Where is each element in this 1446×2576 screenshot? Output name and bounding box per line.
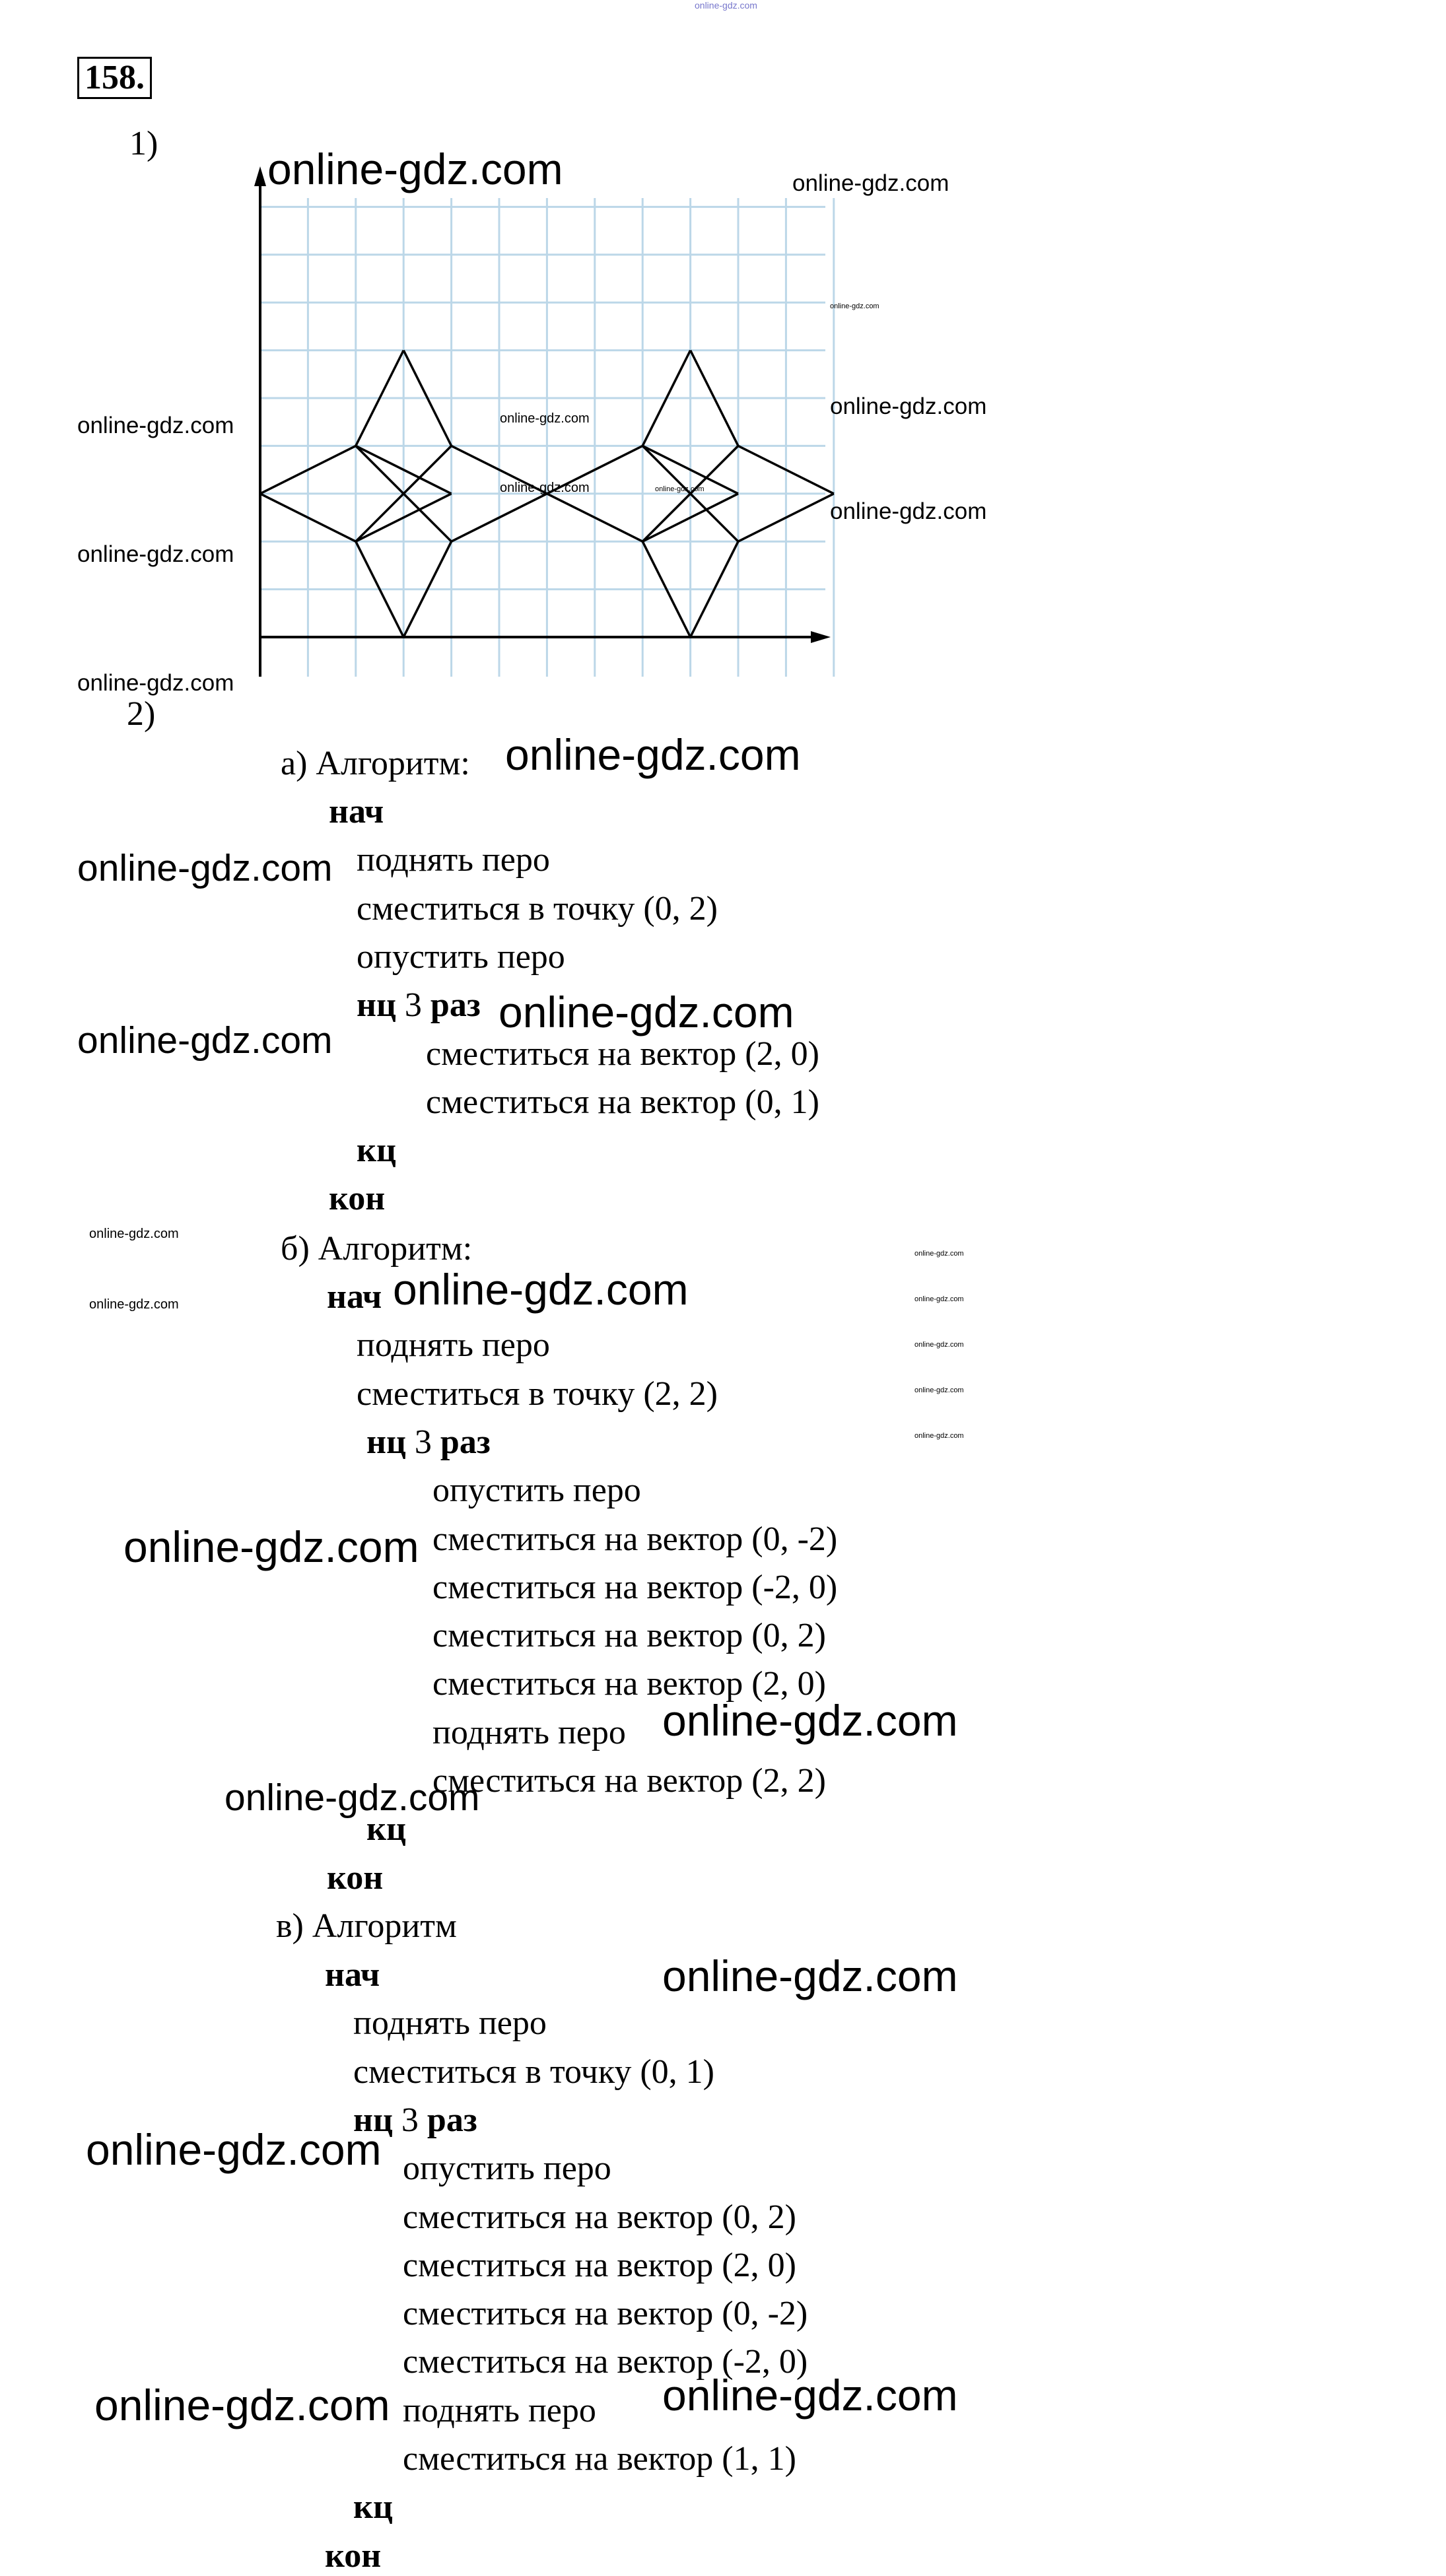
command-text: сместиться на вектор (0, -2) <box>432 1520 838 1558</box>
command-text: поднять перо <box>357 841 550 879</box>
command-text: сместиться на вектор (0, 2) <box>432 1617 826 1655</box>
algo-line <box>357 986 481 1025</box>
watermark: online-gdz.com <box>77 541 234 567</box>
keyword: нач <box>327 1278 382 1316</box>
command-text: сместиться в точку (0, 2) <box>357 889 718 928</box>
algo-line <box>353 2052 714 2092</box>
command-text: сместиться на вектор (-2, 0) <box>403 2343 808 2381</box>
algo-line <box>432 1471 641 1510</box>
watermark: online-gdz.com <box>914 1386 964 1394</box>
keyword: кц <box>353 2488 393 2526</box>
command-text: поднять перо <box>353 2004 547 2043</box>
algo-line <box>327 1858 383 1898</box>
keyword: нц <box>353 2101 393 2139</box>
keyword: раз <box>427 2101 477 2139</box>
keyword: кон <box>325 2536 382 2575</box>
keyword: раз <box>440 1423 491 1461</box>
command-text: поднять перо <box>357 1326 550 1365</box>
algo-line <box>403 2246 796 2286</box>
part1-label: 1) <box>129 125 158 162</box>
algo-line <box>426 1034 819 1074</box>
problem-number: 158. <box>77 57 152 99</box>
algo-line <box>426 1083 819 1122</box>
algo-line <box>432 1616 826 1656</box>
algo-line <box>329 1179 385 1219</box>
watermark: online-gdz.com <box>77 413 234 438</box>
algo-line <box>357 937 565 977</box>
command-text: сместиться на вектор (2, 0) <box>432 1665 826 1703</box>
command-text: опустить перо <box>432 1472 641 1510</box>
loop-count: 3 <box>396 986 430 1025</box>
algo-line <box>357 1131 396 1170</box>
algo-line <box>432 1761 826 1801</box>
keyword: нач <box>329 793 384 830</box>
algo-line <box>403 2198 796 2237</box>
command-text: сместиться на вектор (1, 1) <box>403 2440 796 2478</box>
watermark: online-gdz.com <box>77 847 333 889</box>
command-text: сместиться в точку (2, 2) <box>357 1374 718 1413</box>
algo-line <box>327 1277 382 1317</box>
keyword: кон <box>329 1180 386 1218</box>
watermark: online-gdz.com <box>505 730 801 779</box>
watermark: online-gdz.com <box>662 1951 958 2000</box>
algo-line <box>432 1568 837 1608</box>
algo-line <box>325 2536 381 2576</box>
algo-line <box>403 2391 596 2431</box>
watermark: online-gdz.com <box>662 2371 958 2420</box>
algo-line <box>353 2004 547 2043</box>
watermark: online-gdz.com <box>499 988 794 1036</box>
command-text: сместиться на вектор (0, 1) <box>426 1083 819 1121</box>
command-text: сместиться на вектор (2, 0) <box>426 1034 819 1073</box>
watermark: online-gdz.com <box>89 1227 179 1241</box>
keyword: нц <box>357 986 396 1025</box>
watermark: online-gdz.com <box>792 170 949 196</box>
watermark: online-gdz.com <box>86 2125 382 2174</box>
watermark: online-gdz.com <box>914 1250 964 1258</box>
command-text: опустить перо <box>403 2150 611 2188</box>
watermark: online-gdz.com <box>224 1777 480 1819</box>
watermark: online-gdz.com <box>914 1295 964 1303</box>
command-text: сместиться на вектор (0, -2) <box>403 2295 808 2333</box>
command-text: опустить перо <box>357 937 565 976</box>
algo-line <box>403 2149 611 2188</box>
grid-lines <box>260 198 834 677</box>
algo-line <box>357 889 718 929</box>
command-text: сместиться на вектор (0, 2) <box>403 2198 796 2236</box>
algo-b-title: б) Алгоритм: <box>281 1230 473 1268</box>
watermark: online-gdz.com <box>830 498 987 524</box>
command-text: сместиться на вектор (-2, 0) <box>432 1568 838 1606</box>
algo-line <box>357 1326 550 1365</box>
watermark-top: online-gdz.com <box>695 0 757 11</box>
algo-line <box>325 1955 380 1995</box>
watermark: online-gdz.com <box>830 393 987 419</box>
algo-line <box>366 1423 491 1462</box>
watermark: online-gdz.com <box>830 302 879 310</box>
algo-line <box>432 1713 626 1753</box>
keyword: кц <box>357 1132 396 1170</box>
keyword: раз <box>430 986 481 1025</box>
keyword: нач <box>325 1956 380 1994</box>
watermark: online-gdz.com <box>914 1341 964 1349</box>
watermark: online-gdz.com <box>914 1432 964 1440</box>
watermark: online-gdz.com <box>267 145 563 193</box>
algo-line <box>403 2294 808 2334</box>
algo-line <box>357 840 550 880</box>
algo-line <box>432 1520 837 1559</box>
algo-c-title: в) Алгоритм <box>276 1907 457 1945</box>
watermark: online-gdz.com <box>77 1019 333 1062</box>
watermark: online-gdz.com <box>662 1696 958 1745</box>
watermark: online-gdz.com <box>655 485 705 493</box>
algo-line <box>353 2488 393 2527</box>
watermark: online-gdz.com <box>89 1297 179 1312</box>
loop-count: 3 <box>405 1423 440 1461</box>
watermark: online-gdz.com <box>94 2381 390 2429</box>
x-axis-arrow <box>811 631 831 643</box>
command-text: поднять перо <box>403 2391 596 2429</box>
algo-line <box>329 792 384 832</box>
command-text: сместиться в точку (0, 1) <box>353 2052 714 2091</box>
algo-a-title: а) Алгоритм: <box>281 745 470 782</box>
command-text: сместиться на вектор (2, 2) <box>432 1762 826 1800</box>
keyword: нц <box>366 1423 406 1461</box>
watermark: online-gdz.com <box>77 670 234 696</box>
command-text: сместиться на вектор (2, 0) <box>403 2246 796 2284</box>
loop-count: 3 <box>392 2101 427 2139</box>
watermark: online-gdz.com <box>123 1522 419 1571</box>
watermark: online-gdz.com <box>393 1265 689 1314</box>
algo-line <box>357 1374 718 1414</box>
command-text: поднять перо <box>432 1713 626 1751</box>
watermark: online-gdz.com <box>500 411 590 426</box>
watermark: online-gdz.com <box>500 481 590 495</box>
keyword: кон <box>327 1858 384 1897</box>
y-axis-arrow <box>254 166 266 186</box>
algo-line <box>403 2439 796 2479</box>
keyword: кц <box>366 1810 406 1848</box>
part2-label: 2) <box>127 695 156 733</box>
